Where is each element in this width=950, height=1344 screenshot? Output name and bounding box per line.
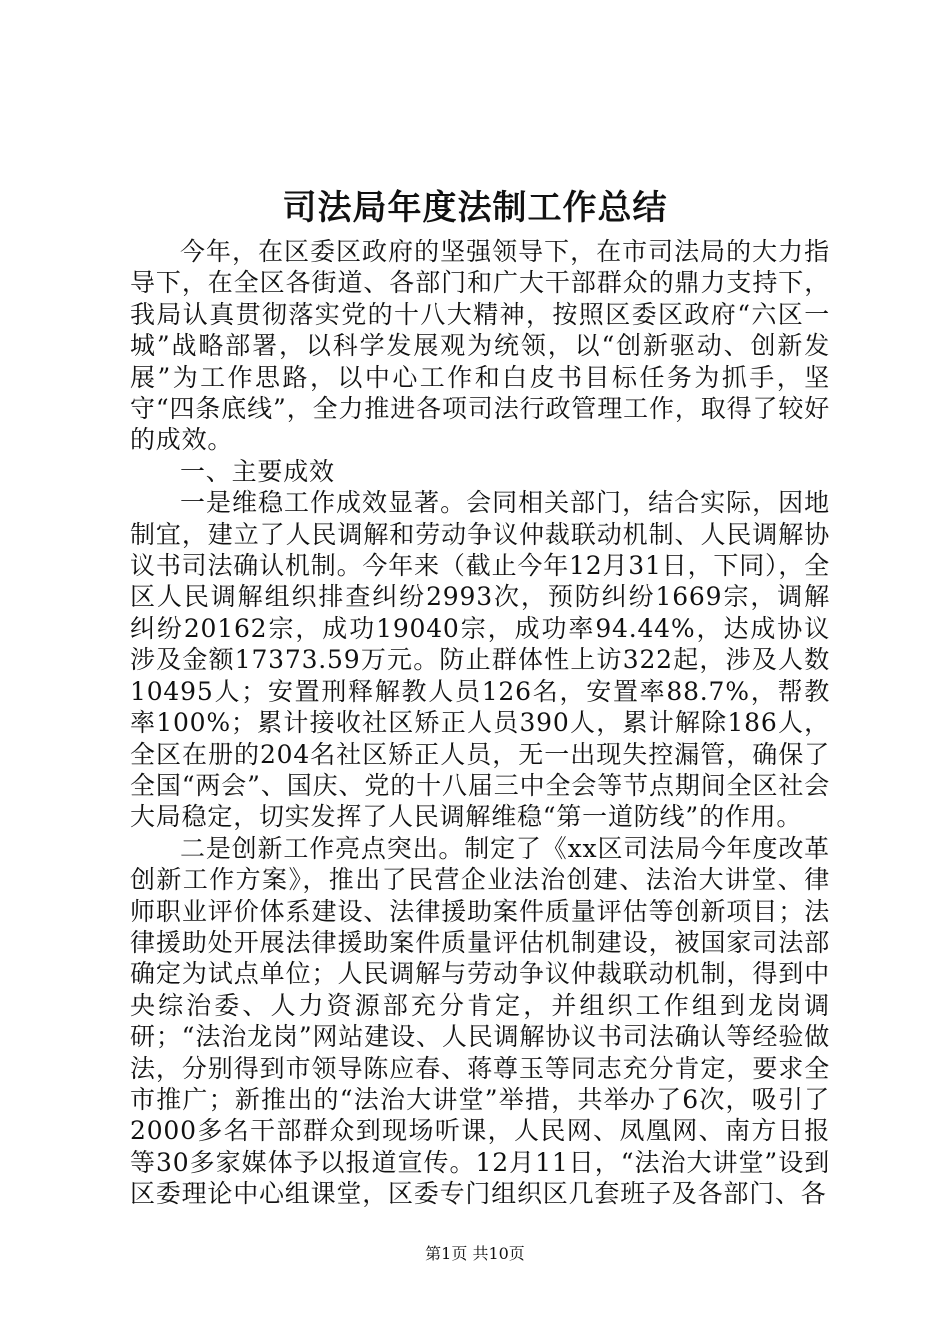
page-number-footer: 第1页 共10页: [425, 1244, 525, 1263]
section-heading: 一、主要成效: [180, 456, 335, 486]
document-body: [130, 236, 830, 1210]
intro-paragraph: 今年，在区委区政府的坚强领导下，在市司法局的大力指导下，在全区各街道、各部门和广大干部群众的鼎力支持下，我局认真贯彻落实党的十八大精神，按照区委区政府“六区一城”战略部署，以科学发展观为统领，以“创新驱动、创新发展”为工作思路，以中心工作和白皮书目标任务为抓手，坚守“四条底线”，全力推进各项司法行政管理工作，取得了较好的成效。: [130, 237, 830, 455]
document-title: 司法局年度法制工作总结: [282, 188, 668, 228]
stability-paragraph: 一是维稳工作成效显著。会同相关部门，结合实际，因地制宜，建立了人民调解和劳动争议仲裁联动机制、人民调解协议书司法确认机制。今年来（截止今年12月31日，下同），全区人民调解组织排查纠纷2993次，预防纠纷1669宗，调解纠纷20162宗，成功19040宗，成功率94.44%，达成协议涉及金额17373.59万元。防止群体性上访322起，涉及人数10495人；安置刑释解教人员126名，安置率88.7%，帮教率100%；累计接收社区矫正人员390人，累计解除186人，全区在册的204名社区矫正人员，无一出现失控漏管，确保了全国“两会”、国庆、党的十八届三中全会等节点期间全区社会大局稳定，切实发挥了人民调解维稳“第一道防线”的作用。: [130, 488, 830, 832]
innovation-paragraph: 二是创新工作亮点突出。制定了《xx区司法局今年度改革创新工作方案》，推出了民营企业法治创建、法治大讲堂、律师职业评价体系建设、法律援助案件质量评估等创新项目；法律援助处开展法律援助案件质量评估机制建设，被国家司法部确定为试点单位；人民调解与劳动争议仲裁联动机制，得到中央综治委、人力资源部充分肯定，并组织工作组到龙岗调研；“法治龙岗”网站建设、人民调解协议书司法确认等经验做法，分别得到市领导陈应春、蒋尊玉等同志充分肯定，要求全市推广；新推出的“法治大讲堂”举措，共举办了6次，吸引了2000多名干部群众到现场听课，人民网、凤凰网、南方日报等30多家媒体予以报道宣传。12月11日，“法治大讲堂”设到区委理论中心组课堂，区委专门组织区几套班子及各部门、各: [130, 833, 830, 1209]
